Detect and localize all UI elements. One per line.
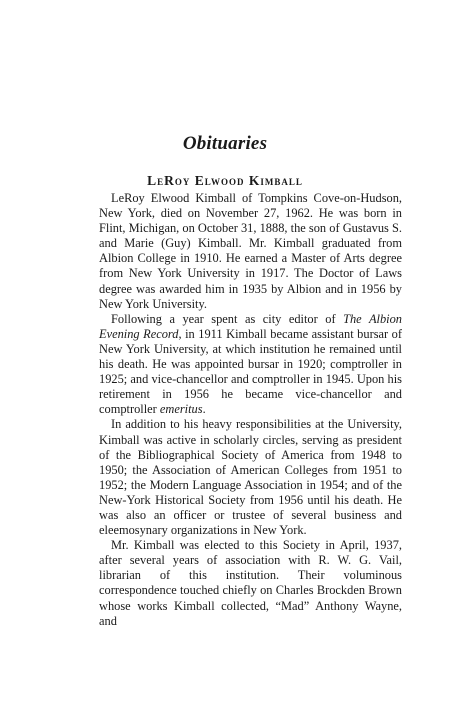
paragraph-4: Mr. Kimball was elected to this Society in April, 1937, after several years of association with R. W. G. Vail, librarian of this institution. Their voluminous correspondence touched chiefly on Charles Brockden Brown whose works Kimball collected, “Mad” Anthony Wayne, and (99, 538, 402, 628)
paragraph-3: In addition to his heavy responsibilities at the University, Kimball was active in scholarly circles, serving as president of the Bibliographical Society of America from 1948 to 1950; the Association of American Colleges from 1951 to 1952; the Modern Language Association in 1954; and of the New-York Historical Society from 1956 until his death. He was also an officer or trustee of several business and eleemosynary organizations in New York. (99, 417, 402, 538)
paragraph-2-text-end: . (202, 402, 206, 417)
article-heading: LeRoy Elwood Kimball (147, 173, 303, 188)
emeritus-word: emeritus (159, 402, 203, 417)
newspaper-title: The Albion Evening Record (99, 311, 402, 341)
paragraph-2-text-middle: , in 1911 Kimball became assistant bursar of New York University, at which institution he remained until his death. He was appointed bursar in 1920; comptroller in 1925; and vice-chancellor and comptroller in 1945. Upon his retirement in 1956 he became vice-chancellor and comptroller (99, 326, 402, 417)
paragraph-2-text-start: Following a year spent as city editor of (111, 311, 344, 326)
paragraph-2 (99, 312, 402, 418)
paragraph-1: LeRoy Elwood Kimball of Tompkins Cove-on-Hudson, New York, died on November 27, 1962. He was born in Flint, Michigan, on October 31, 1888, the son of Gustavus S. and Marie (Guy) Kimball. Mr. Kimball graduated from Albion College in 1910. He earned a Master of Arts degree from New York University in 1917. The Doctor of Laws degree was awarded him in 1935 by Albion and in 1956 by New York University. (99, 191, 402, 311)
article-body (99, 191, 402, 629)
section-title: Obituaries (182, 133, 268, 154)
